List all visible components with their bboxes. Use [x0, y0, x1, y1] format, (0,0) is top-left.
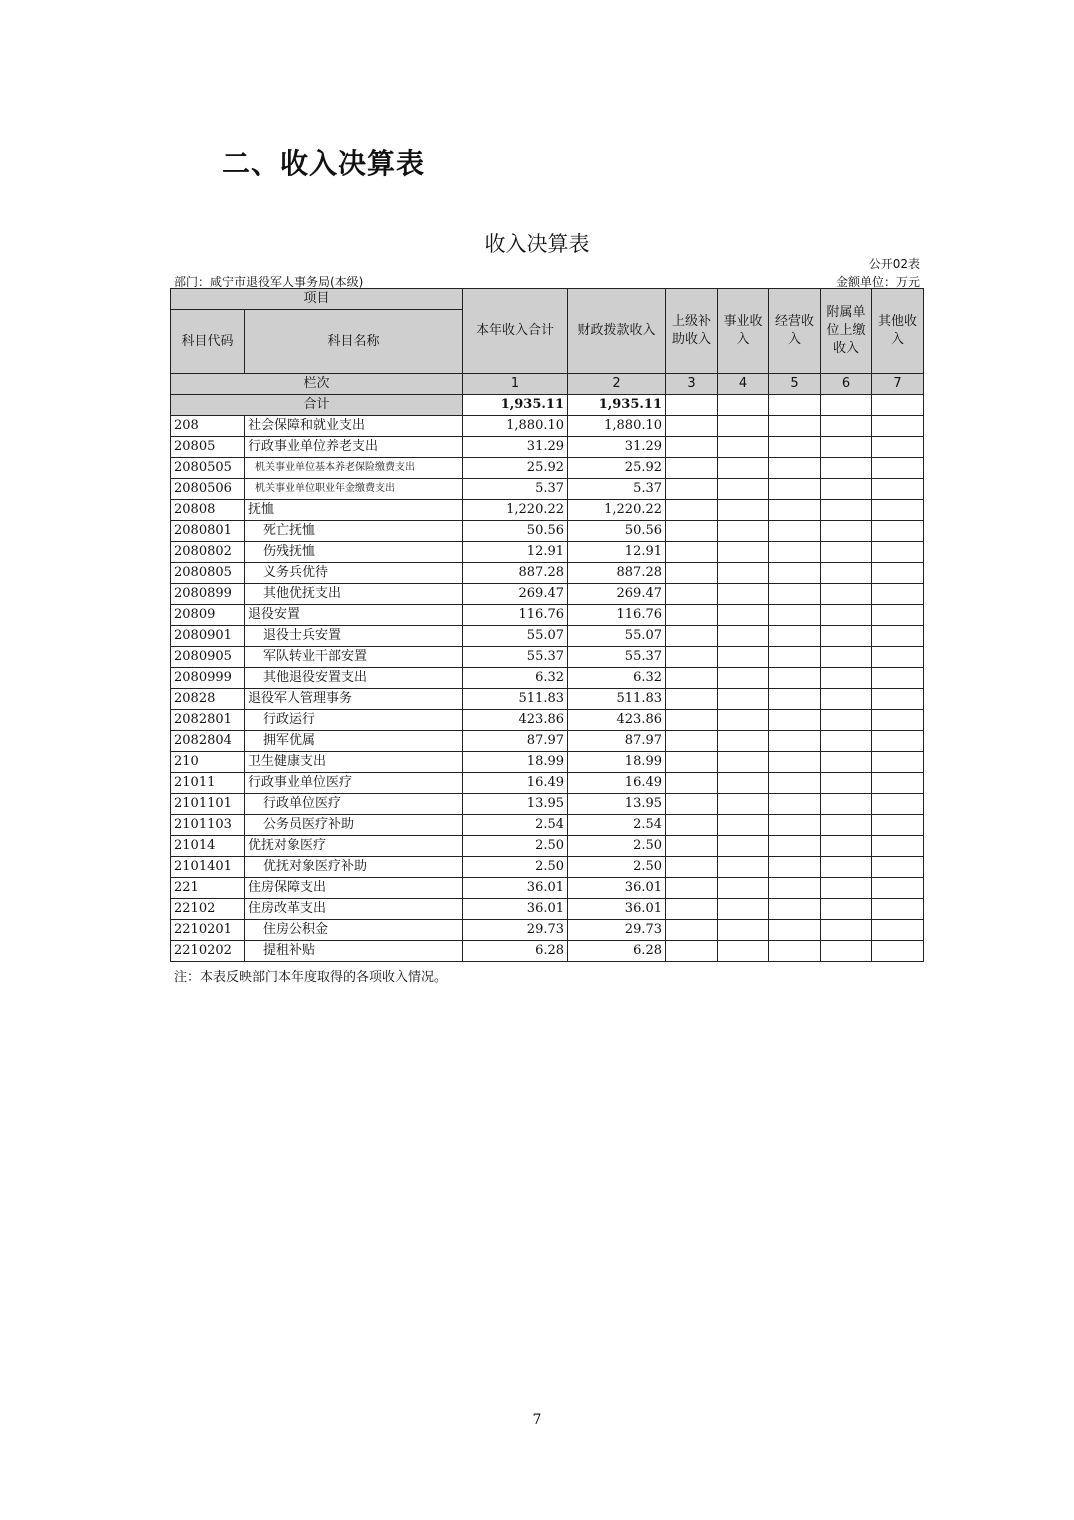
row-fiscal: 423.86	[568, 710, 666, 731]
empty-cell	[666, 500, 718, 521]
empty-cell	[718, 899, 769, 920]
header-operating: 经营收入	[769, 289, 821, 374]
empty-cell	[872, 941, 924, 962]
row-total: 511.83	[463, 689, 568, 710]
empty-cell	[872, 773, 924, 794]
table-row	[171, 458, 924, 479]
row-total: 116.76	[463, 605, 568, 626]
row-fiscal: 29.73	[568, 920, 666, 941]
row-total: 2.50	[463, 857, 568, 878]
row-name: 住房改革支出	[245, 899, 463, 920]
row-name: 住房公积金	[245, 920, 463, 941]
row-code: 2210202	[171, 941, 245, 962]
row-fiscal: 887.28	[568, 563, 666, 584]
row-code: 22102	[171, 899, 245, 920]
row-code: 2080801	[171, 521, 245, 542]
empty-cell	[769, 584, 821, 605]
row-total: 31.29	[463, 437, 568, 458]
empty-cell	[872, 500, 924, 521]
empty-cell	[666, 731, 718, 752]
empty-cell	[872, 857, 924, 878]
empty-cell	[718, 626, 769, 647]
empty-cell	[769, 458, 821, 479]
row-code: 20809	[171, 605, 245, 626]
table-row	[171, 479, 924, 500]
empty-cell	[821, 542, 872, 563]
header-other: 其他收入	[872, 289, 924, 374]
empty-cell	[769, 542, 821, 563]
empty-cell	[872, 563, 924, 584]
table-row	[171, 773, 924, 794]
empty-cell	[718, 500, 769, 521]
empty-cell	[872, 458, 924, 479]
row-code: 2082804	[171, 731, 245, 752]
empty-cell	[666, 920, 718, 941]
header-superior: 上级补助收入	[666, 289, 718, 374]
row-name: 死亡抚恤	[245, 521, 463, 542]
row-total: 87.97	[463, 731, 568, 752]
row-name: 住房保障支出	[245, 878, 463, 899]
header-name: 科目名称	[245, 310, 463, 374]
column-index: 1	[463, 374, 568, 395]
table-row	[171, 941, 924, 962]
empty-cell	[718, 857, 769, 878]
empty-cell	[666, 836, 718, 857]
row-fiscal: 2.50	[568, 857, 666, 878]
row-fiscal: 50.56	[568, 521, 666, 542]
table-row	[171, 605, 924, 626]
table-row	[171, 857, 924, 878]
empty-cell	[769, 752, 821, 773]
row-name: 伤残抚恤	[245, 542, 463, 563]
row-total: 269.47	[463, 584, 568, 605]
empty-cell	[718, 395, 769, 416]
row-fiscal: 1,880.10	[568, 416, 666, 437]
empty-cell	[872, 395, 924, 416]
row-code: 2101101	[171, 794, 245, 815]
empty-cell	[666, 521, 718, 542]
empty-cell	[666, 773, 718, 794]
empty-cell	[769, 731, 821, 752]
empty-cell	[718, 836, 769, 857]
row-total: 55.37	[463, 647, 568, 668]
income-table	[170, 288, 924, 962]
empty-cell	[769, 605, 821, 626]
empty-cell	[872, 605, 924, 626]
empty-cell	[718, 815, 769, 836]
row-code: 221	[171, 878, 245, 899]
row-code: 2080505	[171, 458, 245, 479]
empty-cell	[718, 878, 769, 899]
row-code: 210	[171, 752, 245, 773]
row-fiscal: 1,220.22	[568, 500, 666, 521]
row-name: 拥军优属	[245, 731, 463, 752]
row-total: 36.01	[463, 899, 568, 920]
empty-cell	[718, 710, 769, 731]
row-code: 21011	[171, 773, 245, 794]
empty-cell	[769, 836, 821, 857]
table-row	[171, 416, 924, 437]
empty-cell	[821, 500, 872, 521]
empty-cell	[872, 647, 924, 668]
empty-cell	[666, 626, 718, 647]
empty-cell	[718, 605, 769, 626]
row-name: 行政事业单位养老支出	[245, 437, 463, 458]
table-row	[171, 689, 924, 710]
row-total: 12.91	[463, 542, 568, 563]
empty-cell	[769, 416, 821, 437]
empty-cell	[666, 878, 718, 899]
row-fiscal: 269.47	[568, 584, 666, 605]
empty-cell	[666, 542, 718, 563]
row-total: 29.73	[463, 920, 568, 941]
row-fiscal: 6.28	[568, 941, 666, 962]
table-row	[171, 542, 924, 563]
row-fiscal: 18.99	[568, 752, 666, 773]
empty-cell	[872, 899, 924, 920]
row-name: 其他优抚支出	[245, 584, 463, 605]
row-total: 25.92	[463, 458, 568, 479]
row-total: 50.56	[463, 521, 568, 542]
empty-cell	[769, 395, 821, 416]
empty-cell	[666, 584, 718, 605]
empty-cell	[821, 710, 872, 731]
empty-cell	[821, 920, 872, 941]
empty-cell	[769, 857, 821, 878]
empty-cell	[821, 752, 872, 773]
sum-fiscal: 1,935.11	[568, 395, 666, 416]
table-row	[171, 521, 924, 542]
header-affiliated: 附属单位上缴收入	[821, 289, 872, 374]
empty-cell	[769, 500, 821, 521]
department-label: 部门：咸宁市退役军人事务局(本级)	[174, 275, 364, 289]
empty-cell	[769, 773, 821, 794]
empty-cell	[872, 836, 924, 857]
empty-cell	[769, 794, 821, 815]
row-total: 13.95	[463, 794, 568, 815]
empty-cell	[821, 794, 872, 815]
empty-cell	[872, 479, 924, 500]
empty-cell	[872, 752, 924, 773]
empty-cell	[666, 416, 718, 437]
empty-cell	[666, 794, 718, 815]
column-index: 3	[666, 374, 718, 395]
empty-cell	[718, 563, 769, 584]
row-fiscal: 511.83	[568, 689, 666, 710]
empty-cell	[718, 542, 769, 563]
row-code: 2101103	[171, 815, 245, 836]
header-project: 项目	[171, 289, 463, 310]
row-total: 16.49	[463, 773, 568, 794]
row-total: 1,880.10	[463, 416, 568, 437]
empty-cell	[666, 668, 718, 689]
row-total: 36.01	[463, 878, 568, 899]
row-total: 2.50	[463, 836, 568, 857]
row-name: 军队转业干部安置	[245, 647, 463, 668]
empty-cell	[821, 584, 872, 605]
row-fiscal: 55.37	[568, 647, 666, 668]
header-business: 事业收入	[718, 289, 769, 374]
row-code: 20828	[171, 689, 245, 710]
column-index: 7	[872, 374, 924, 395]
empty-cell	[718, 941, 769, 962]
empty-cell	[821, 605, 872, 626]
empty-cell	[666, 752, 718, 773]
empty-cell	[718, 773, 769, 794]
table-row	[171, 500, 924, 521]
empty-cell	[821, 668, 872, 689]
empty-cell	[666, 647, 718, 668]
empty-cell	[821, 521, 872, 542]
table-title: 收入决算表	[484, 232, 590, 256]
row-code: 2101401	[171, 857, 245, 878]
table-row	[171, 731, 924, 752]
empty-cell	[718, 479, 769, 500]
column-index: 6	[821, 374, 872, 395]
empty-cell	[872, 731, 924, 752]
empty-cell	[769, 878, 821, 899]
empty-cell	[821, 689, 872, 710]
table-row	[171, 647, 924, 668]
table-row	[171, 626, 924, 647]
empty-cell	[821, 878, 872, 899]
empty-cell	[718, 689, 769, 710]
row-name: 退役士兵安置	[245, 626, 463, 647]
column-index-label: 栏次	[171, 374, 463, 395]
page-number: 7	[532, 1412, 542, 1428]
row-total: 887.28	[463, 563, 568, 584]
row-total: 2.54	[463, 815, 568, 836]
row-name: 其他退役安置支出	[245, 668, 463, 689]
empty-cell	[769, 689, 821, 710]
row-name: 公务员医疗补助	[245, 815, 463, 836]
empty-cell	[872, 815, 924, 836]
empty-cell	[872, 437, 924, 458]
table-row	[171, 899, 924, 920]
empty-cell	[718, 584, 769, 605]
row-fiscal: 2.50	[568, 836, 666, 857]
empty-cell	[769, 626, 821, 647]
row-fiscal: 16.49	[568, 773, 666, 794]
header-fiscal: 财政拨款收入	[568, 289, 666, 374]
empty-cell	[718, 794, 769, 815]
empty-cell	[872, 689, 924, 710]
empty-cell	[666, 437, 718, 458]
sum-label: 合计	[171, 395, 463, 416]
table-row	[171, 710, 924, 731]
empty-cell	[666, 605, 718, 626]
unit-label: 金额单位：万元	[835, 275, 920, 289]
row-name: 提租补贴	[245, 941, 463, 962]
empty-cell	[872, 542, 924, 563]
empty-cell	[821, 479, 872, 500]
row-fiscal: 13.95	[568, 794, 666, 815]
row-code: 2080805	[171, 563, 245, 584]
empty-cell	[718, 521, 769, 542]
empty-cell	[666, 689, 718, 710]
row-name: 行政运行	[245, 710, 463, 731]
row-code: 2080506	[171, 479, 245, 500]
row-total: 55.07	[463, 626, 568, 647]
empty-cell	[718, 647, 769, 668]
empty-cell	[718, 437, 769, 458]
empty-cell	[718, 731, 769, 752]
empty-cell	[872, 416, 924, 437]
empty-cell	[718, 458, 769, 479]
empty-cell	[666, 899, 718, 920]
empty-cell	[769, 647, 821, 668]
row-code: 2080999	[171, 668, 245, 689]
empty-cell	[666, 941, 718, 962]
empty-cell	[769, 710, 821, 731]
row-name: 退役军人管理事务	[245, 689, 463, 710]
sum-total: 1,935.11	[463, 395, 568, 416]
form-number: 公开02表	[868, 257, 920, 271]
table-row	[171, 584, 924, 605]
empty-cell	[872, 668, 924, 689]
row-code: 2080905	[171, 647, 245, 668]
row-total: 6.28	[463, 941, 568, 962]
empty-cell	[769, 941, 821, 962]
empty-cell	[666, 710, 718, 731]
row-name: 优抚对象医疗	[245, 836, 463, 857]
table-row	[171, 794, 924, 815]
empty-cell	[666, 458, 718, 479]
empty-cell	[718, 920, 769, 941]
empty-cell	[821, 437, 872, 458]
empty-cell	[769, 815, 821, 836]
empty-cell	[872, 584, 924, 605]
row-fiscal: 6.32	[568, 668, 666, 689]
row-total: 18.99	[463, 752, 568, 773]
table-row	[171, 836, 924, 857]
row-fiscal: 36.01	[568, 878, 666, 899]
empty-cell	[821, 836, 872, 857]
table-note: 注：本表反映部门本年度取得的各项收入情况。	[174, 970, 448, 985]
empty-cell	[821, 563, 872, 584]
row-fiscal: 116.76	[568, 605, 666, 626]
empty-cell	[769, 563, 821, 584]
empty-cell	[769, 668, 821, 689]
empty-cell	[666, 857, 718, 878]
header-total: 本年收入合计	[463, 289, 568, 374]
empty-cell	[821, 941, 872, 962]
row-name: 卫生健康支出	[245, 752, 463, 773]
empty-cell	[666, 563, 718, 584]
row-fiscal: 87.97	[568, 731, 666, 752]
empty-cell	[769, 479, 821, 500]
row-fiscal: 25.92	[568, 458, 666, 479]
empty-cell	[718, 416, 769, 437]
empty-cell	[666, 815, 718, 836]
column-index: 2	[568, 374, 666, 395]
row-code: 2080802	[171, 542, 245, 563]
empty-cell	[821, 626, 872, 647]
row-fiscal: 55.07	[568, 626, 666, 647]
row-name: 优抚对象医疗补助	[245, 857, 463, 878]
row-total: 6.32	[463, 668, 568, 689]
row-code: 2210201	[171, 920, 245, 941]
table-row	[171, 815, 924, 836]
row-fiscal: 12.91	[568, 542, 666, 563]
empty-cell	[769, 521, 821, 542]
empty-cell	[872, 521, 924, 542]
section-title: 二、收入决算表	[222, 147, 426, 180]
row-name: 行政单位医疗	[245, 794, 463, 815]
table-row	[171, 668, 924, 689]
row-code: 2080901	[171, 626, 245, 647]
row-code: 20808	[171, 500, 245, 521]
row-name: 机关事业单位基本养老保险缴费支出	[245, 458, 463, 479]
row-fiscal: 36.01	[568, 899, 666, 920]
empty-cell	[821, 416, 872, 437]
row-total: 5.37	[463, 479, 568, 500]
row-code: 20805	[171, 437, 245, 458]
empty-cell	[666, 479, 718, 500]
table-row	[171, 752, 924, 773]
row-name: 抚恤	[245, 500, 463, 521]
row-name: 行政事业单位医疗	[245, 773, 463, 794]
empty-cell	[821, 731, 872, 752]
column-index: 5	[769, 374, 821, 395]
table-row	[171, 920, 924, 941]
row-name: 退役安置	[245, 605, 463, 626]
table-row	[171, 563, 924, 584]
row-total: 423.86	[463, 710, 568, 731]
empty-cell	[872, 794, 924, 815]
empty-cell	[666, 395, 718, 416]
row-code: 2080899	[171, 584, 245, 605]
empty-cell	[821, 773, 872, 794]
empty-cell	[821, 857, 872, 878]
empty-cell	[718, 752, 769, 773]
empty-cell	[769, 899, 821, 920]
row-fiscal: 5.37	[568, 479, 666, 500]
row-fiscal: 31.29	[568, 437, 666, 458]
row-name: 机关事业单位职业年金缴费支出	[245, 479, 463, 500]
empty-cell	[821, 815, 872, 836]
empty-cell	[821, 899, 872, 920]
empty-cell	[821, 395, 872, 416]
empty-cell	[872, 920, 924, 941]
empty-cell	[718, 668, 769, 689]
table-row	[171, 878, 924, 899]
empty-cell	[769, 437, 821, 458]
empty-cell	[769, 920, 821, 941]
row-code: 2082801	[171, 710, 245, 731]
empty-cell	[872, 626, 924, 647]
empty-cell	[872, 878, 924, 899]
row-name: 社会保障和就业支出	[245, 416, 463, 437]
empty-cell	[872, 710, 924, 731]
table-row	[171, 437, 924, 458]
row-total: 1,220.22	[463, 500, 568, 521]
empty-cell	[821, 647, 872, 668]
row-code: 21014	[171, 836, 245, 857]
empty-cell	[821, 458, 872, 479]
header-code: 科目代码	[171, 310, 245, 374]
row-code: 208	[171, 416, 245, 437]
column-index: 4	[718, 374, 769, 395]
row-name: 义务兵优待	[245, 563, 463, 584]
row-fiscal: 2.54	[568, 815, 666, 836]
